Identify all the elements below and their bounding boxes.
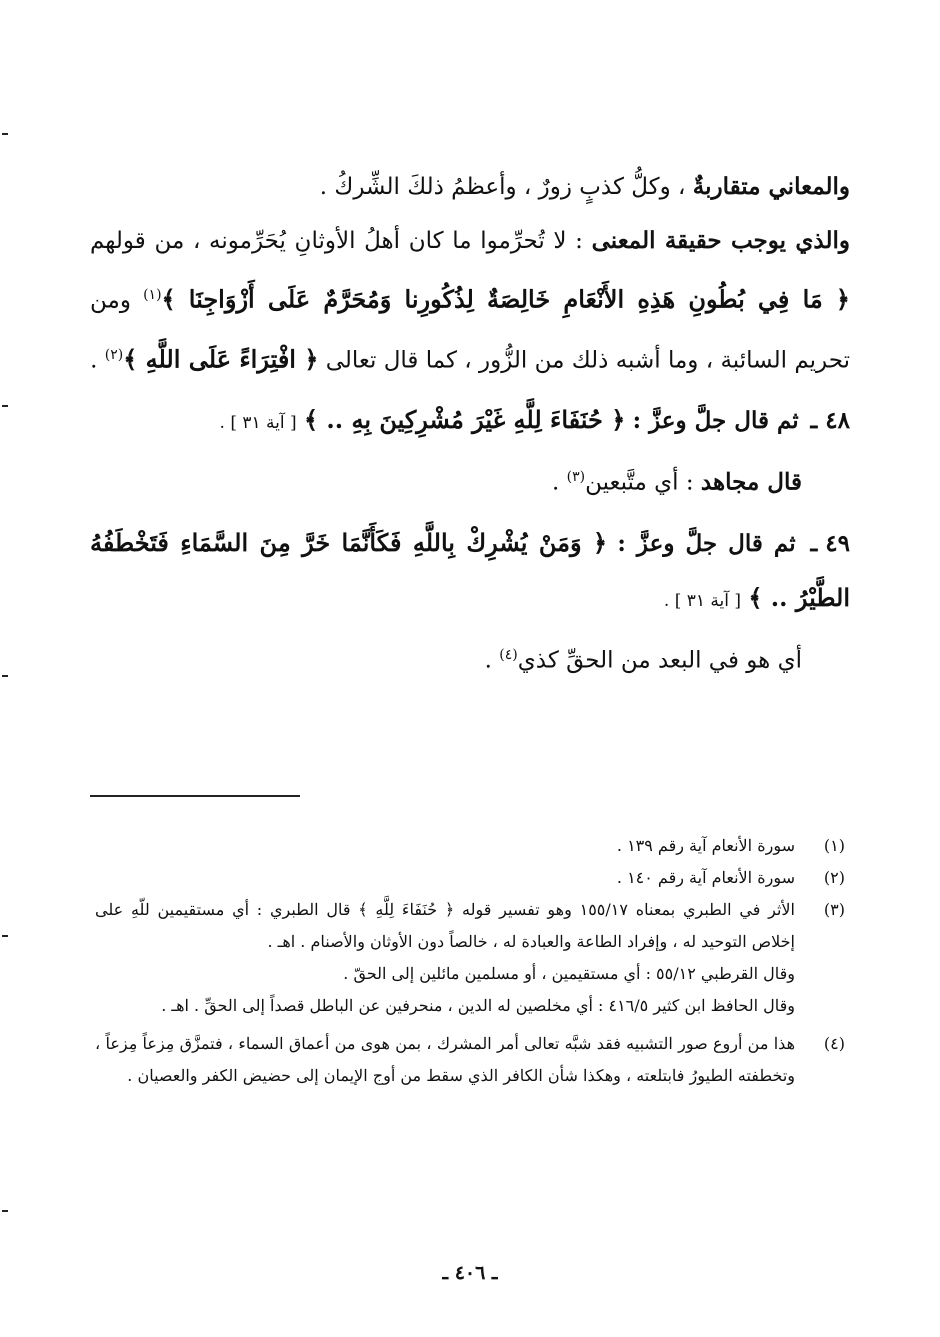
item-49-number: ٤٩ ـ: [810, 529, 851, 557]
item-49-comment-text: أي هو في البعد من الحقِّ كذي: [517, 647, 802, 674]
footnote-ref-3: (٣): [566, 469, 586, 486]
footnote-2: [95, 862, 845, 894]
footnote-text: سورة الأنعام آية رقم ١٣٩ .: [616, 836, 795, 855]
scan-edge-mark: [2, 1210, 8, 1212]
item-48-lead: ثم قال جلَّ وعزَّ :: [632, 407, 799, 435]
quran-quote-1: ﴿ مَا فِي بُطُونِ هَذِهِ الأَنْعَامِ خَالِصَةٌ لِذُكُورِنا وَمُحَرَّمٌ عَلَى أَزْوَاجِنَا ﴾: [161, 284, 850, 314]
footnote-separator: [90, 795, 300, 797]
paragraph-2-bold: والذي يوجب حقيقة المعنى: [591, 227, 850, 254]
item-48-number: ٤٨ ـ: [810, 407, 850, 435]
item-49-lead: ثم قال جلَّ وعزَّ :: [617, 529, 796, 557]
paragraph-1-bold: والمعاني متقاربةٌ: [692, 173, 850, 200]
item-49-quote: ﴿ وَمَنْ يُشْرِكْ بِاللَّهِ فَكَأَنَّمَا خَرَّ مِنَ السَّمَاءِ فَتَخْطَفُهُ الطَّيْرُ .. ﴾: [90, 527, 850, 612]
paragraph-2: [90, 214, 850, 387]
item-49-comment: [90, 628, 850, 688]
footnote-number: (١): [823, 836, 845, 855]
item-48-comment-text: : أي متَّبعين: [585, 469, 701, 496]
footnote-number: (٤): [823, 1034, 845, 1053]
item-48-verse-ref: [ آية ٣١ ] .: [219, 413, 297, 434]
main-text: [90, 160, 850, 688]
scan-edge-mark: [2, 935, 8, 937]
footnote-text: الأثر في الطبري بمعناه ١٥٥/١٧ وهو تفسير قوله ﴿ حُنَفَاءَ لِلَّهِ ﴾ قال الطبري : أي مستقيمين للّهِ على إخلاص التوحيد له ، وإفراد الطاعة والعبادة له ، خالصاً دون الأوثان والأصنام . اهـ .: [95, 900, 795, 951]
item-48-comment-bold: قال مجاهد: [700, 468, 802, 496]
item-49-verse-ref: [ آية ٣١ ] .: [663, 590, 742, 611]
item-48-comment: [90, 450, 850, 510]
footnote-number: (٣): [823, 900, 845, 919]
footnotes: [95, 830, 845, 1092]
footnote-4: [95, 1028, 845, 1092]
paragraph-1-text: ، وكلُّ كذبٍ زورٌ ، وأعظمُ ذلكَ الشِّركُ .: [319, 174, 693, 200]
paragraph-2-text-b: ومن تحريم السائبة ، وما أشبه ذلك من الزُّور ، كما قال تعالى: [90, 287, 850, 374]
item-48-quote: ﴿ حُنَفَاءَ لِلَّهِ غَيْرَ مُشْرِكِينَ بِهِ .. ﴾: [303, 405, 626, 435]
item-49-comment-end: .: [484, 647, 500, 674]
footnote-number: (٢): [823, 868, 845, 887]
footnote-ref-2: (٢): [104, 346, 124, 363]
item-48: [90, 393, 850, 450]
footnote-text: وقال القرطبي ٥٥/١٢ : أي مستقيمين ، أو مسلمين مائلين إلى الحقّ .: [343, 964, 795, 983]
paragraph-1: [90, 160, 850, 214]
paragraph-2-text-c: .: [90, 347, 105, 374]
scan-edge-mark: [2, 675, 8, 677]
item-48-comment-end: .: [551, 469, 567, 496]
footnote-1: [95, 830, 845, 862]
footnote-3: [95, 894, 845, 1022]
scan-edge-mark: [2, 405, 8, 407]
footnote-ref-4: (٤): [499, 646, 518, 663]
footnote-text: هذا من أروع صور التشبيه فقد شبَّه تعالى أمر المشرك ، بمن هوى من أعماق السماء ، فتمزَّق مِزعاً مِزعاً ، وتخطفته الطيورُ فابتلعته ، وهكذا شأن الكافر الذي سقط من أوج الإيمان إلى حضيض الكفر والعصيان .: [95, 1034, 796, 1085]
footnote-ref-1: (١): [143, 287, 162, 303]
quran-quote-2: ﴿ افْتِرَاءً عَلَى اللَّهِ ﴾: [123, 344, 319, 374]
page-number: ـ ٤٠٦ ـ: [442, 1262, 498, 1284]
paragraph-2-text-a: : لا تُحرِّموا ما كان أهلُ الأوثانِ يُحَرِّمونه ، من قولهم: [90, 228, 592, 254]
scan-edge-mark: [2, 133, 8, 135]
item-49: [90, 516, 850, 628]
footnote-text: وقال الحافظ ابن كثير ٤١٦/٥ : أي مخلصين له الدين ، منحرفين عن الباطل قصداً إلى الحقِّ . اهـ .: [161, 996, 795, 1015]
footnote-text: سورة الأنعام آية رقم ١٤٠ .: [616, 868, 795, 887]
